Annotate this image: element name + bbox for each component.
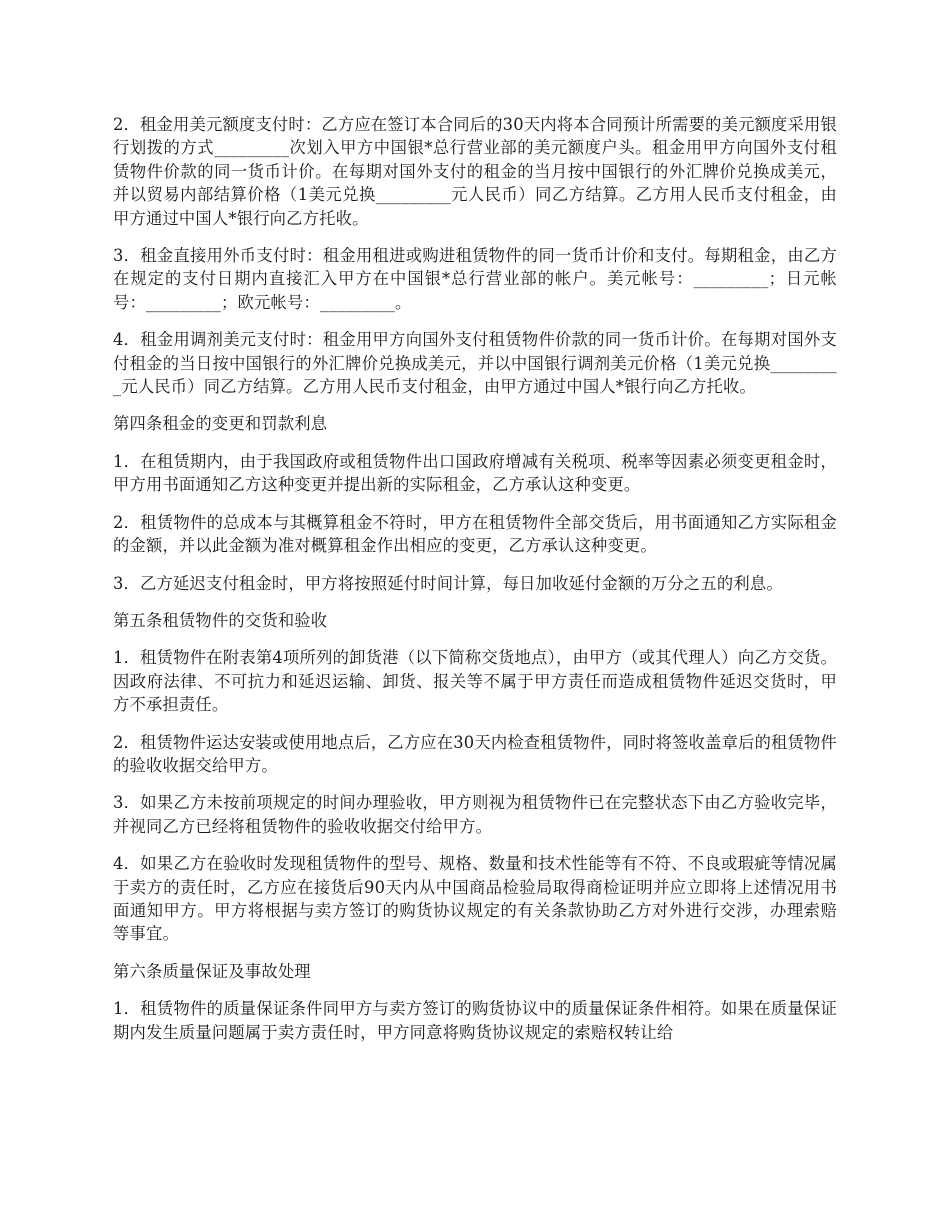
clause-3-3-foreign-currency-payment: 3．租金直接用外币支付时：租金用租进或购进租赁物件的同一货币计价和支付。每期租金，由乙方在规定的支付日期内直接汇入甲方在中国银*总行营业部的帐户。美元帐号：_________；日元帐号：_________；欧元帐号：_________。 (113, 246, 837, 312)
article-5-heading: 第五条租赁物件的交货和验收 (113, 610, 328, 630)
clause-5-4: 4．如果乙方在验收时发现租赁物件的型号、规格、数量和技术性能等有不符、不良或瑕疵等情况属于卖方的责任时，乙方应在接货后90天内从中国商品检验局取得商检证明并应立即将上述情况用书面通知甲方。甲方将根据与卖方签订的购货协议规定的有关条款协助乙方对外进行交涉，办理索赔等事宜。 (113, 854, 837, 944)
clause-4-2: 2．租赁物件的总成本与其概算租金不符时，甲方在租赁物件全部交货后，用书面通知乙方实际租金的金额，并以此金额为准对概算租金作出相应的变更，乙方承认这种变更。 (113, 512, 837, 556)
clause-5-3: 3．如果乙方未按前项规定的时间办理验收，甲方则视为租赁物件已在完整状态下由乙方验收完毕，并视同乙方已经将租赁物件的验收收据交付给甲方。 (113, 793, 837, 836)
clause-5-1: 1．租赁物件在附表第4项所列的卸货港（以下简称交货地点），由甲方（或其代理人）向乙方交货。因政府法律、不可抗力和延迟运输、卸货、报关等不属于甲方责任而造成租赁物件延迟交货时，甲方不承担责任。 (113, 648, 837, 715)
clause-6-1: 1．租赁物件的质量保证条件同甲方与卖方签订的购货协议中的质量保证条件相符。如果在质量保证期内发生质量问题属于卖方责任时，甲方同意将购货协议规定的索赔权转让给 (113, 999, 837, 1042)
clause-4-3: 3．乙方延迟支付租金时，甲方将按照延付时间计算，每日加收延付金额的万分之五的利息。 (113, 573, 783, 593)
clause-5-2: 2．租赁物件运达安装或使用地点后，乙方应在30天内检查租赁物件，同时将签收盖章后的租赁物件的验收收据交给甲方。 (113, 732, 837, 775)
clause-3-4-swap-usd-payment: 4．租金用调剂美元支付时：租金用甲方向国外支付租赁物件价款的同一货币计价。在每期对国外支付租金的当日按中国银行的外汇牌价兑换成美元，并以中国银行调剂美元价格（1美元兑换_________元人民币）同乙方结算。乙方用人民币支付租金，由甲方通过中国人*银行向乙方托收。 (113, 330, 837, 397)
article-6-heading: 第六条质量保证及事故处理 (113, 961, 311, 981)
clause-3-2-usd-quota-payment: 2．租金用美元额度支付时：乙方应在签订本合同后的30天内将本合同预计所需要的美元额度采用银行划拨的方式_________次划入甲方中国银*总行营业部的美元额度户头。租金用甲方向国外支付租赁物件价款的同一货币计价。在每期对国外支付的租金的当月按中国银行的外汇牌价兑换成美元，并以贸易内部结算价格（1美元兑换_________元人民币）同乙方结算。乙方用人民币支付租金，由甲方通过中国人*银行向乙方托收。 (113, 115, 837, 228)
article-4-heading: 第四条租金的变更和罚款利息 (113, 414, 328, 434)
clause-4-1: 1．在租赁期内，由于我国政府或租赁物件出口国政府增减有关税项、税率等因素必须变更租金时，甲方用书面通知乙方这种变更并提出新的实际租金，乙方承认这种变更。 (113, 451, 837, 495)
